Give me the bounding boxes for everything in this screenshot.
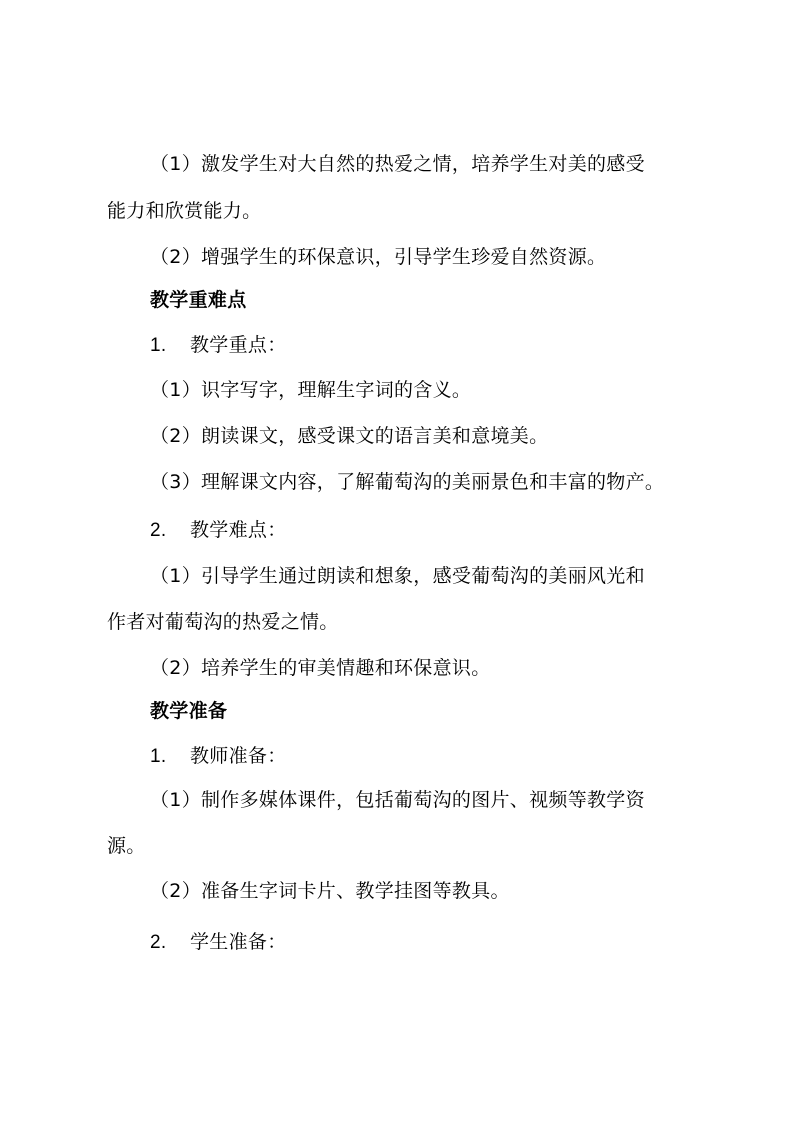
difficult-point-1-line-1: （1）引导学生通过朗读和想象，感受葡萄沟的美丽风光和 <box>150 565 645 587</box>
key-point-1: （1）识字写字，理解生字词的含义。 <box>150 379 472 401</box>
list-item-teacher-preparation <box>150 744 287 769</box>
list-item-difficult-points <box>150 518 287 543</box>
paragraph-goal-1-line-2: 能力和欣赏能力。 <box>107 200 262 222</box>
list-item-label: 学生准备： <box>190 931 287 953</box>
list-number: 2. <box>150 932 167 953</box>
list-item-label: 教学重点： <box>190 334 287 356</box>
list-number: 1. <box>150 746 167 767</box>
difficult-point-2: （2）培养学生的审美情趣和环保意识。 <box>150 657 491 679</box>
teacher-prep-2: （2）准备生字词卡片、教学挂图等教具。 <box>150 880 510 902</box>
paragraph-goal-2: （2）增强学生的环保意识，引导学生珍爱自然资源。 <box>150 246 607 268</box>
section-heading-key-difficult-points: 教学重难点 <box>150 289 247 311</box>
list-item-label: 教师准备： <box>190 745 287 767</box>
list-number: 1. <box>150 335 167 356</box>
list-item-student-preparation <box>150 930 287 955</box>
teacher-prep-1-line-1: （1）制作多媒体课件，包括葡萄沟的图片、视频等教学资 <box>150 789 645 811</box>
section-heading-preparation: 教学准备 <box>150 700 228 722</box>
list-item-key-points <box>150 333 287 358</box>
difficult-point-1-line-2: 作者对葡萄沟的热爱之情。 <box>107 611 339 633</box>
key-point-2: （2）朗读课文，感受课文的语言美和意境美。 <box>150 425 549 447</box>
paragraph-goal-1-line-1: （1）激发学生对大自然的热爱之情，培养学生对美的感受 <box>150 153 645 175</box>
teacher-prep-1-line-2: 源。 <box>107 835 146 857</box>
list-number: 2. <box>150 520 167 541</box>
key-point-3: （3）理解课文内容，了解葡萄沟的美丽景色和丰富的物产。 <box>150 471 665 493</box>
list-item-label: 教学难点： <box>190 519 287 541</box>
